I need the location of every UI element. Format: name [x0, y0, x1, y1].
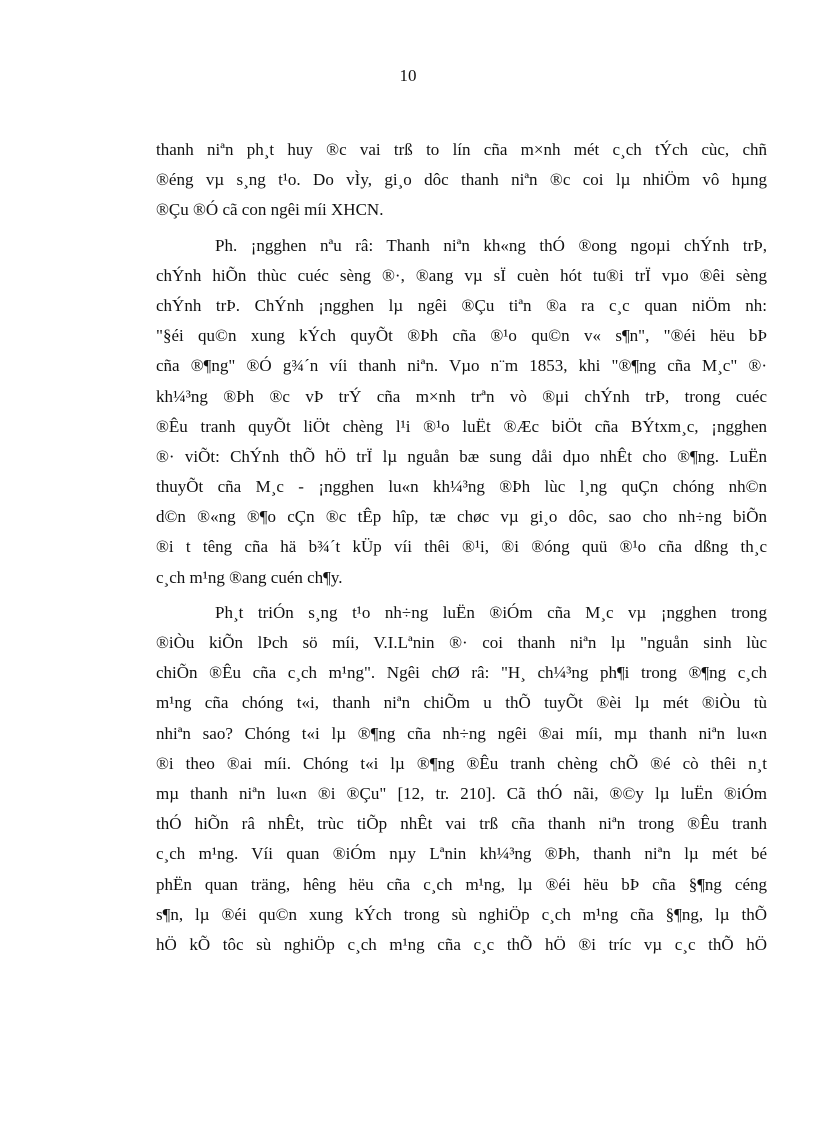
text-line: "§éi qu©n xung kÝch quyÕt ®Þh cña ®¹o qu©n v« s¶n", "®éi hëu bÞ — [156, 326, 767, 346]
text-line: Ph¸t triÓn s¸ng t¹o nh÷ng luËn ®iÓm cña M¸c vµ ¡ngghen trong — [215, 602, 767, 622]
page-number: 10 — [399, 66, 417, 85]
text-line: ®iÒu kiÕn lÞch sö míi, V.I.Lªnin ®· coi thanh niªn lµ "nguån sinh lùc — [156, 633, 767, 652]
text-line: thÓ hiÕn râ nhÊt, trùc tiÕp nhÊt vai trß cña thanh niªn trong ®Êu tranh — [156, 814, 767, 834]
paragraph — [156, 231, 767, 593]
text-line: c¸ch m¹ng ®ang cuén ch¶y. — [156, 567, 343, 587]
text-line: ®i t têng cña hä b¾´t kÜp víi thêi ®¹i, ®i ®óng quü ®¹o cña dßng th¸c — [156, 537, 767, 557]
text-line: phËn quan träng, hêng hëu cña c¸ch m¹ng, lµ ®éi hëu bÞ cña §¶ng céng — [156, 874, 767, 894]
text-line: c¸ch m¹ng. Víi quan ®iÓm nµy Lªnin kh¼³ng ®Þh, thanh niªn lµ mét bé — [156, 844, 767, 864]
text-line: cña ®¶ng" ®Ó g¾´n víi thanh niªn. Vµo n¨m 1853, khi "®¶ng cña M¸c" ®· — [156, 356, 767, 376]
text-line: s¶n, lµ ®éi qu©n xung kÝch trong sù nghiÖp c¸ch m¹ng cña §¶ng, lµ thÕ — [156, 904, 767, 924]
text-line: ®· viÕt: ChÝnh thÕ hÖ trÏ lµ nguån bæ sung dåi dµo nhÊt cho ®¶ng. LuËn — [156, 446, 767, 466]
text-line: d©n ®«ng ®¶o cÇn ®c tÊp hîp, tæ chøc vµ gi¸o dôc, sao cho nh÷ng biÕn — [156, 507, 767, 527]
document-body — [156, 135, 767, 965]
text-line: ®Çu ®Ó cã con ngêi míi XHCN. — [156, 200, 384, 220]
paragraph — [156, 135, 767, 226]
text-line: m¹ng cña chóng t«i, thanh niªn chiÕm u thÕ tuyÕt ®èi lµ mét ®iÒu tù — [156, 693, 767, 713]
text-line: chiÕn ®Êu cña c¸ch m¹ng". Ngêi chØ râ: "H¸ ch¼³ng ph¶i trong ®¶ng c¸ch — [156, 663, 767, 683]
text-line: ®éng vµ s¸ng t¹o. Do vÌy, gi¸o dôc thanh niªn ®c coi lµ nhiÖm vô hµng — [156, 170, 767, 190]
text-line: chÝnh hiÕn thùc cuéc sèng ®·, ®ang vµ sÏ cuèn hót tu®i trÏ vµo ®êi sèng — [156, 265, 767, 285]
text-line: thuyÕt cña M¸c - ¡ngghen lu«n kh¼³ng ®Þh lùc l¸ng quÇn chóng nh©n — [156, 477, 767, 497]
text-line: chÝnh trÞ. ChÝnh ¡ngghen lµ ngêi ®Çu tiªn ®a ra c¸c quan niÖm nh: — [156, 295, 767, 315]
text-line: thanh niªn ph¸t huy ®c vai trß to lín cña m×nh mét c¸ch tÝch cùc, chñ — [156, 140, 767, 159]
text-line: kh¼³ng ®Þh ®c vÞ trÝ cña m×nh trªn vò ®μi chÝnh trÞ, trong cuéc — [156, 386, 767, 406]
text-line: mµ thanh niªn lu«n ®i ®Çu" [12, tr. 210]. Cã thÓ nãi, ®©y lµ luËn ®iÓm — [156, 783, 767, 803]
text-line: hÖ kÕ tôc sù nghiÖp c¸ch m¹ng cña c¸c thÕ hÖ ®i tríc vµ c¸c thÕ hÖ — [156, 934, 767, 954]
paragraph — [156, 598, 767, 960]
text-line: ®Êu tranh quyÕt liÖt chèng l¹i ®¹o luËt ®Æc biÖt cña BÝtxm¸c, ¡ngghen — [156, 416, 767, 436]
text-line: nhiªn sao? Chóng t«i lµ ®¶ng cña nh÷ng ngêi ®ai míi, mµ thanh niªn lu«n — [156, 723, 767, 743]
text-line: Ph. ¡ngghen nªu râ: Thanh niªn kh«ng thÓ ®ong ngoµi chÝnh trÞ, — [215, 235, 767, 255]
text-line: ®i theo ®ai míi. Chóng t«i lµ ®¶ng ®Êu tranh chèng chÕ ®é cò thêi n¸t — [156, 753, 767, 773]
